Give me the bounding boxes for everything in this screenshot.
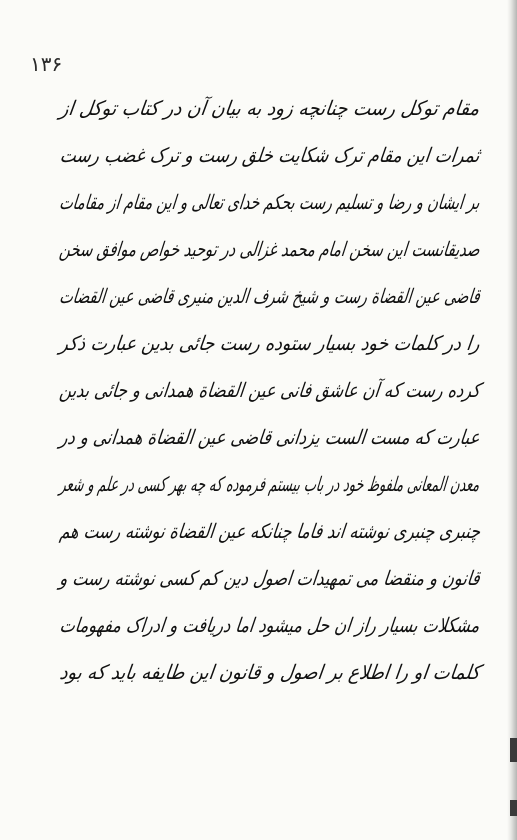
page-edge-shadow [507,0,517,840]
text-line [57,377,482,424]
text-line-content: مشکلات بسیار راز ان حل میشود اما دریافت و ادراک مفهومات [58,613,482,637]
text-line [60,518,480,565]
text-line-content: را در کلمات خود بسیار ستوده رست جائی بدین عبارت ذکر [58,331,482,355]
text-line-content: چنبری چنبری نوشته اند فاما چنانکه عین القضاة نوشته رست هم [58,519,482,543]
page-number: ۱۳۶ [30,52,63,76]
text-line [60,424,480,471]
text-line-content: بر ایشان و رضا و تسلیم رست بحکم خدای تعالی و این مقام از مقامات [58,190,482,214]
text-line-content: ثمرات این مقام ترک شکایت خلق رست و ترک غضب رست [58,143,482,167]
text-line [60,236,480,283]
text-line [60,189,480,236]
text-line [60,142,480,189]
text-line [60,330,480,377]
text-block [57,95,482,706]
text-line-content: مقام توکل رست چنانچه زود به بیان آن در کتاب توکل از [58,96,482,120]
text-line-content: کرده رست که آن عاشق فانی عین القضاة همدانی و جائی بدین [57,378,482,402]
text-line-content: معدن المعانی ملفوظ خود در باب بیستم فرموده که چه بهر کسی در علم و شعر [58,472,482,496]
text-line-content: قاضی عین القضاة رست و شیخ شرف الدین منیری قاضی عین القضات [58,284,482,308]
text-line [60,471,480,518]
text-line-content: صدیقانست این سخن امام محمد غزالی در توحید خواص موافق سخن [58,237,482,261]
text-line-content: عبارت که مست الست یزدانی قاضی عین القضاة همدانی و در [58,425,482,449]
text-line [60,565,480,612]
page-edge-mark [510,800,517,816]
text-line [60,95,480,142]
text-line-content: قانون و منقضا می تمهیدات اصول دین کم کسی نوشته رست و [58,566,482,590]
text-line [60,659,480,706]
page-edge-mark [510,738,517,762]
text-line-content: کلمات او را اطلاع بر اصول و قانون این طایفه باید که بود [58,660,482,684]
text-line [60,283,480,330]
text-line [60,612,480,659]
